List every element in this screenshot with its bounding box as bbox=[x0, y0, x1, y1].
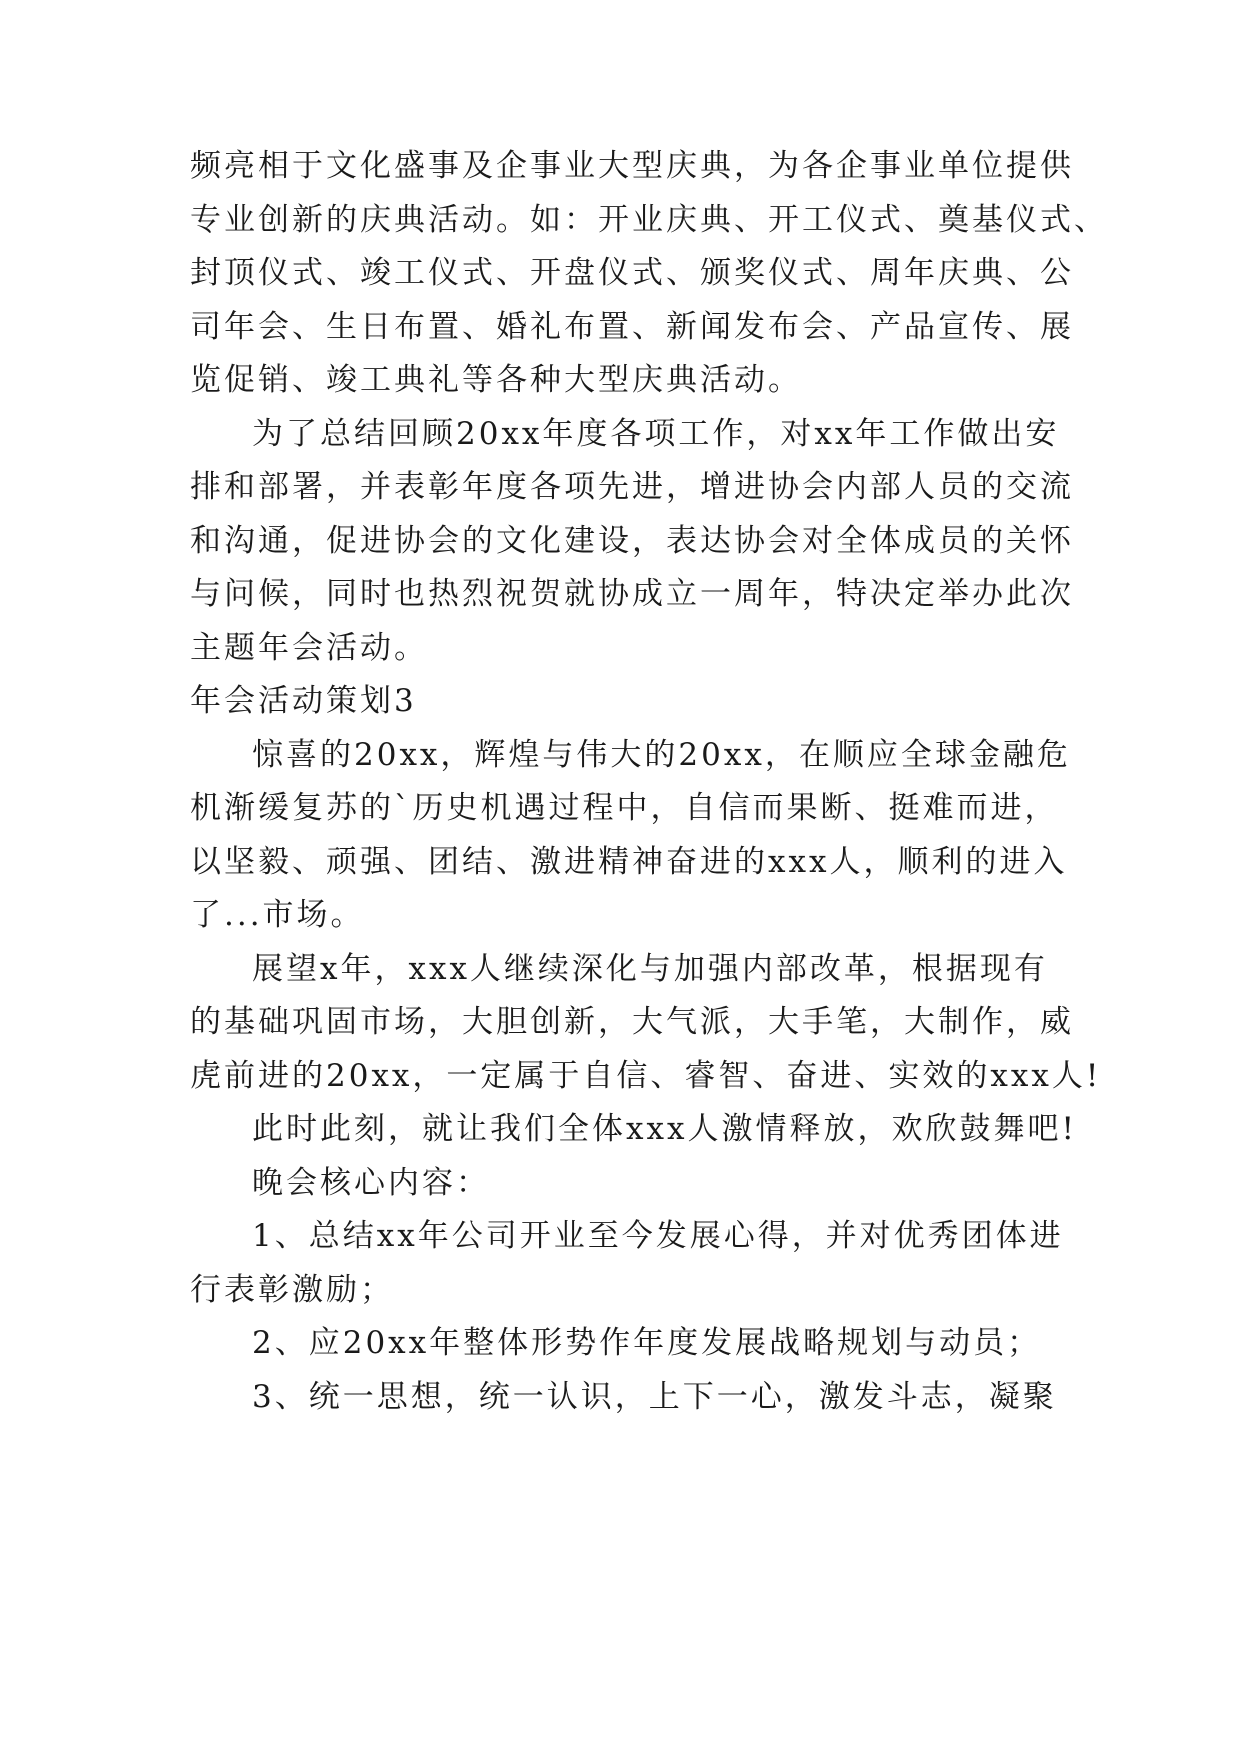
text-line: 此时此刻，就让我们全体xxx人激情释放，欢欣鼓舞吧! bbox=[252, 1111, 1077, 1147]
text-line: 惊喜的20xx，辉煌与伟大的20xx，在顺应全球金融危 bbox=[252, 737, 1071, 773]
text-line: 展望x年，xxx人继续深化与加强内部改革，根据现有 bbox=[252, 951, 1048, 987]
text-line: 的基础巩固市场，大胆创新，大气派，大手笔，大制作，威 bbox=[190, 1004, 1074, 1040]
text-line: 主题年会活动。 bbox=[190, 630, 428, 666]
text-line: 以坚毅、顽强、团结、激进精神奋进的xxx人，顺利的进入 bbox=[190, 844, 1068, 880]
section-heading: 年会活动策划3 bbox=[190, 683, 417, 719]
text-line: 与问候，同时也热烈祝贺就协成立一周年，特决定举办此次 bbox=[190, 576, 1074, 612]
list-item: 3、统一思想，统一认识，上下一心，激发斗志，凝聚 bbox=[252, 1379, 1057, 1415]
text-line: 晚会核心内容： bbox=[252, 1165, 490, 1201]
text-line: 频亮相于文化盛事及企事业大型庆典，为各企事业单位提供 bbox=[190, 148, 1074, 184]
text-line: 排和部署，并表彰年度各项先进，增进协会内部人员的交流 bbox=[190, 469, 1074, 505]
list-item-continuation: 行表彰激励； bbox=[190, 1272, 394, 1308]
list-item: 1、总结xx年公司开业至今发展心得，并对优秀团体进 bbox=[252, 1218, 1064, 1254]
text-line: 为了总结回顾20xx年度各项工作，对xx年工作做出安 bbox=[252, 416, 1060, 452]
text-line: 机渐缓复苏的`历史机遇过程中，自信而果断、挺难而进， bbox=[190, 790, 1059, 826]
text-line: 专业创新的庆典活动。如：开业庆典、开工仪式、奠基仪式、 bbox=[190, 202, 1108, 238]
text-line: 司年会、生日布置、婚礼布置、新闻发布会、产品宣传、展 bbox=[190, 309, 1074, 345]
text-line: 封顶仪式、竣工仪式、开盘仪式、颁奖仪式、周年庆典、公 bbox=[190, 255, 1074, 291]
list-item: 2、应20xx年整体形势作年度发展战略规划与动员； bbox=[252, 1325, 1042, 1361]
text-line: 和沟通，促进协会的文化建设，表达协会对全体成员的关怀 bbox=[190, 523, 1074, 559]
text-line: 了...市场。 bbox=[190, 897, 365, 933]
text-line: 览促销、竣工典礼等各种大型庆典活动。 bbox=[190, 362, 802, 398]
text-line: 虎前进的20xx，一定属于自信、睿智、奋进、实效的xxx人! bbox=[190, 1058, 1102, 1094]
